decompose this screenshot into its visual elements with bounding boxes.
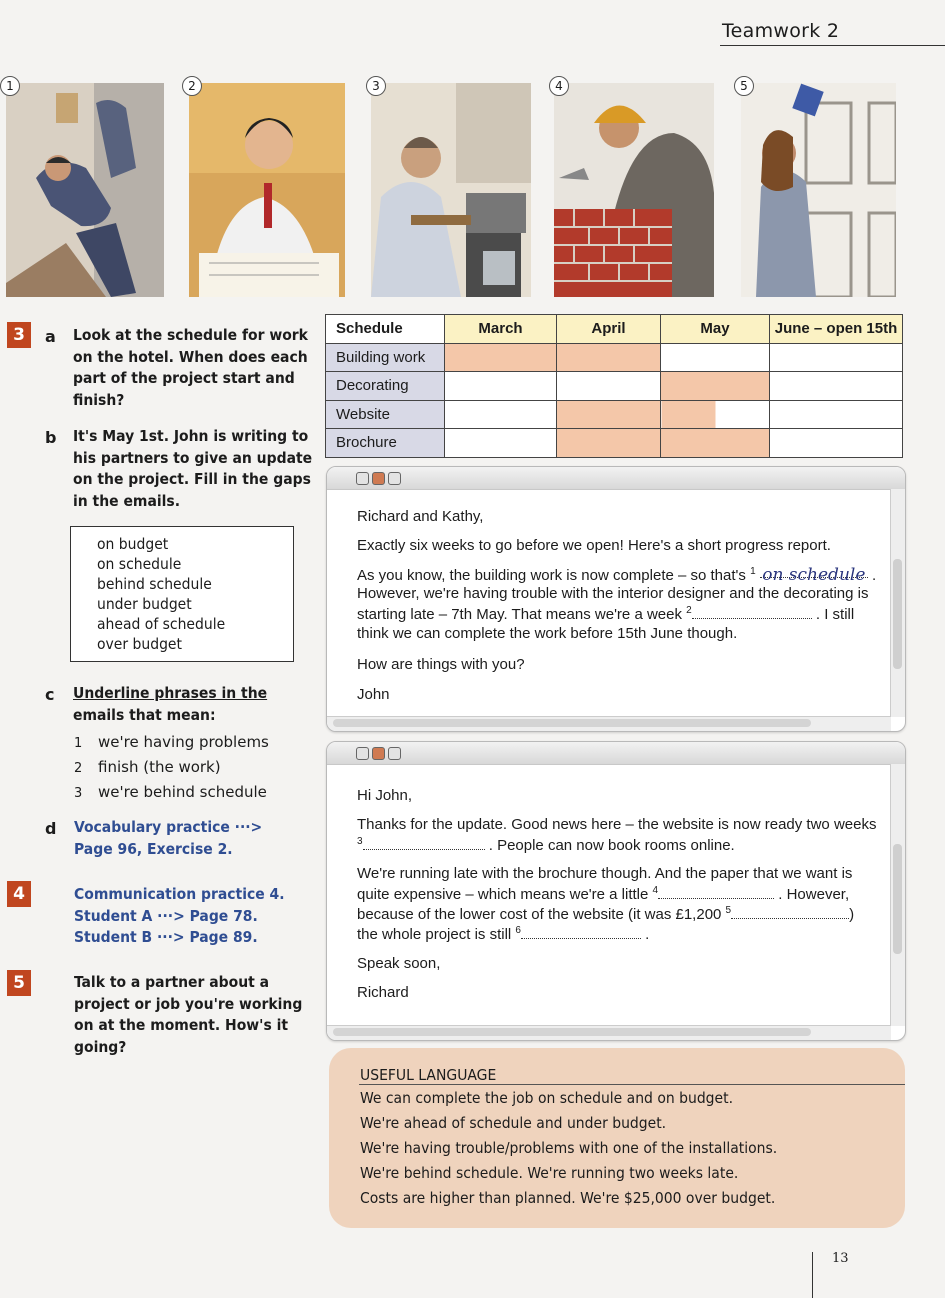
schedule-cell bbox=[661, 372, 770, 401]
word-option: on budget bbox=[97, 535, 169, 553]
email-text: quite expensive – which means we're a little $^4$ . However, bbox=[357, 885, 850, 903]
word-option: on schedule bbox=[97, 555, 182, 573]
photo-4 bbox=[554, 83, 714, 297]
photo-1 bbox=[6, 83, 164, 297]
exercise-5-text: Talk to a partner about a project or job you're working on at the moment. How's it going? bbox=[74, 973, 303, 1056]
list-item: 1 we're having problems bbox=[74, 733, 269, 751]
schedule-cell bbox=[557, 343, 661, 372]
table-row bbox=[326, 429, 903, 458]
scrollbar[interactable] bbox=[890, 489, 905, 717]
email-text: Speak soon, bbox=[357, 955, 441, 972]
page-rule bbox=[812, 1252, 813, 1298]
email-signature: John bbox=[357, 686, 390, 703]
schedule-cell bbox=[770, 343, 903, 372]
schedule-cell bbox=[770, 372, 903, 401]
useful-phrase: Costs are higher than planned. We're $25,000 over budget. bbox=[360, 1189, 776, 1207]
exercise-3a-label: a bbox=[45, 327, 56, 346]
email-text: think we can complete the work before 15th June though. bbox=[357, 625, 738, 642]
email-greeting: Richard and Kathy, bbox=[357, 508, 484, 525]
schedule-cell bbox=[445, 343, 557, 372]
photo-number-2: 2 bbox=[182, 76, 202, 96]
schedule-cell bbox=[557, 372, 661, 401]
row-label: Decorating bbox=[326, 372, 445, 401]
email-text: starting late – 7th May. That means we're a week $^2$ . I still bbox=[357, 605, 855, 623]
schedule-header-march: March bbox=[445, 315, 557, 344]
gap-3-input[interactable] bbox=[363, 837, 485, 850]
scrollbar[interactable] bbox=[890, 764, 905, 1026]
email-text: How are things with you? bbox=[357, 656, 525, 673]
schedule-cell bbox=[445, 400, 557, 429]
email-text: As you know, the building work is now complete – so that's $^1$ on schedule . bbox=[357, 565, 877, 585]
email-text: Thanks for the update. Good news here – the website is now ready two weeks bbox=[357, 816, 877, 833]
useful-language-box bbox=[329, 1048, 905, 1228]
window-button-icon[interactable] bbox=[372, 747, 385, 760]
exercise-3b-label: b bbox=[45, 428, 57, 447]
schedule-header-april: April bbox=[557, 315, 661, 344]
email-text: We're running late with the brochure though. And the paper that we want is bbox=[357, 865, 853, 882]
table-row bbox=[326, 343, 903, 372]
useful-phrase: We can complete the job on schedule and on budget. bbox=[360, 1089, 734, 1107]
window-button-icon[interactable] bbox=[372, 472, 385, 485]
divider bbox=[359, 1084, 905, 1085]
schedule-cell bbox=[445, 429, 557, 458]
photo-5 bbox=[741, 83, 896, 297]
schedule-cell bbox=[770, 429, 903, 458]
word-option: over budget bbox=[97, 635, 182, 653]
schedule-header-may: May bbox=[661, 315, 770, 344]
unit-title: Teamwork 2 bbox=[722, 20, 840, 42]
email-text: However, we're having trouble with the interior designer and the decorating is bbox=[357, 585, 869, 602]
photo-number-3: 3 bbox=[366, 76, 386, 96]
exercise-3c-label: c bbox=[45, 685, 55, 704]
schedule-cell bbox=[661, 343, 770, 372]
email-text: $^3$ . People can now book rooms online. bbox=[357, 836, 735, 854]
list-item: 2 finish (the work) bbox=[74, 758, 221, 776]
word-option: behind schedule bbox=[97, 575, 212, 593]
photo-number-5: 5 bbox=[734, 76, 754, 96]
exercise-3a-text: Look at the schedule for work on the hotel. When does each part of the project start and finish? bbox=[73, 326, 308, 409]
row-label: Building work bbox=[326, 343, 445, 372]
photo-2 bbox=[189, 83, 345, 297]
word-box bbox=[70, 526, 294, 662]
exercise-3c-text: Underline phrases in the emails that mean: bbox=[73, 684, 268, 724]
email-window-1 bbox=[326, 466, 906, 732]
communication-practice-link[interactable]: Communication practice 4. Student A ···> Page 78. Student B ···> Page 89. bbox=[74, 885, 285, 946]
email-greeting: Hi John, bbox=[357, 787, 413, 804]
schedule-cell bbox=[661, 400, 770, 429]
row-label: Brochure bbox=[326, 429, 445, 458]
window-titlebar bbox=[327, 467, 905, 490]
horizontal-scrollbar[interactable] bbox=[327, 1025, 891, 1040]
table-row bbox=[326, 372, 903, 401]
photo-3 bbox=[371, 83, 531, 297]
schedule-cell bbox=[445, 372, 557, 401]
page-number: 13 bbox=[832, 1251, 849, 1266]
email-signature: Richard bbox=[357, 984, 409, 1001]
useful-phrase: We're ahead of schedule and under budget. bbox=[360, 1114, 667, 1132]
vocabulary-practice-link[interactable]: Vocabulary practice ···> Page 96, Exercise 2. bbox=[74, 818, 263, 858]
email-window-2 bbox=[326, 741, 906, 1041]
exercise-number-4: 4 bbox=[7, 881, 31, 907]
useful-language-title: USEFUL LANGUAGE bbox=[360, 1066, 497, 1084]
photo-number-4: 4 bbox=[549, 76, 569, 96]
gap-2-input[interactable] bbox=[692, 606, 812, 619]
schedule-table bbox=[325, 314, 903, 458]
horizontal-scrollbar[interactable] bbox=[327, 716, 891, 731]
email-text: the whole project is still $^6$ . bbox=[357, 925, 650, 943]
header-rule bbox=[720, 45, 945, 46]
gap-5-input[interactable] bbox=[731, 906, 849, 919]
row-label: Website bbox=[326, 400, 445, 429]
word-option: ahead of schedule bbox=[97, 615, 226, 633]
window-button-icon[interactable] bbox=[388, 472, 401, 485]
exercise-3b-text: It's May 1st. John is writing to his partners to give an update on the project. Fill in the gaps in the emails. bbox=[73, 427, 313, 510]
gap-1-answer[interactable]: on schedule bbox=[760, 565, 868, 578]
schedule-cell bbox=[661, 429, 770, 458]
table-row bbox=[326, 400, 903, 429]
email-text: because of the lower cost of the website (it was £1,200 $^5$ ) bbox=[357, 905, 855, 923]
gap-4-input[interactable] bbox=[658, 886, 774, 899]
window-button-icon[interactable] bbox=[356, 747, 369, 760]
schedule-header-june: June – open 15th bbox=[770, 315, 903, 344]
photo-number-1: 1 bbox=[0, 76, 20, 96]
exercise-number-5: 5 bbox=[7, 970, 31, 996]
gap-6-input[interactable] bbox=[521, 926, 641, 939]
schedule-cell bbox=[770, 400, 903, 429]
schedule-header: Schedule bbox=[326, 315, 445, 344]
window-titlebar bbox=[327, 742, 905, 765]
exercise-number-3: 3 bbox=[7, 322, 31, 348]
list-item: 3 we're behind schedule bbox=[74, 783, 267, 801]
window-button-icon[interactable] bbox=[356, 472, 369, 485]
schedule-cell bbox=[557, 429, 661, 458]
window-button-icon[interactable] bbox=[388, 747, 401, 760]
useful-phrase: We're behind schedule. We're running two weeks late. bbox=[360, 1164, 739, 1182]
schedule-cell bbox=[557, 400, 661, 429]
exercise-3d-label: d bbox=[45, 819, 57, 838]
word-option: under budget bbox=[97, 595, 192, 613]
useful-phrase: We're having trouble/problems with one of the installations. bbox=[360, 1139, 778, 1157]
email-text: Exactly six weeks to go before we open! Here's a short progress report. bbox=[357, 537, 831, 554]
